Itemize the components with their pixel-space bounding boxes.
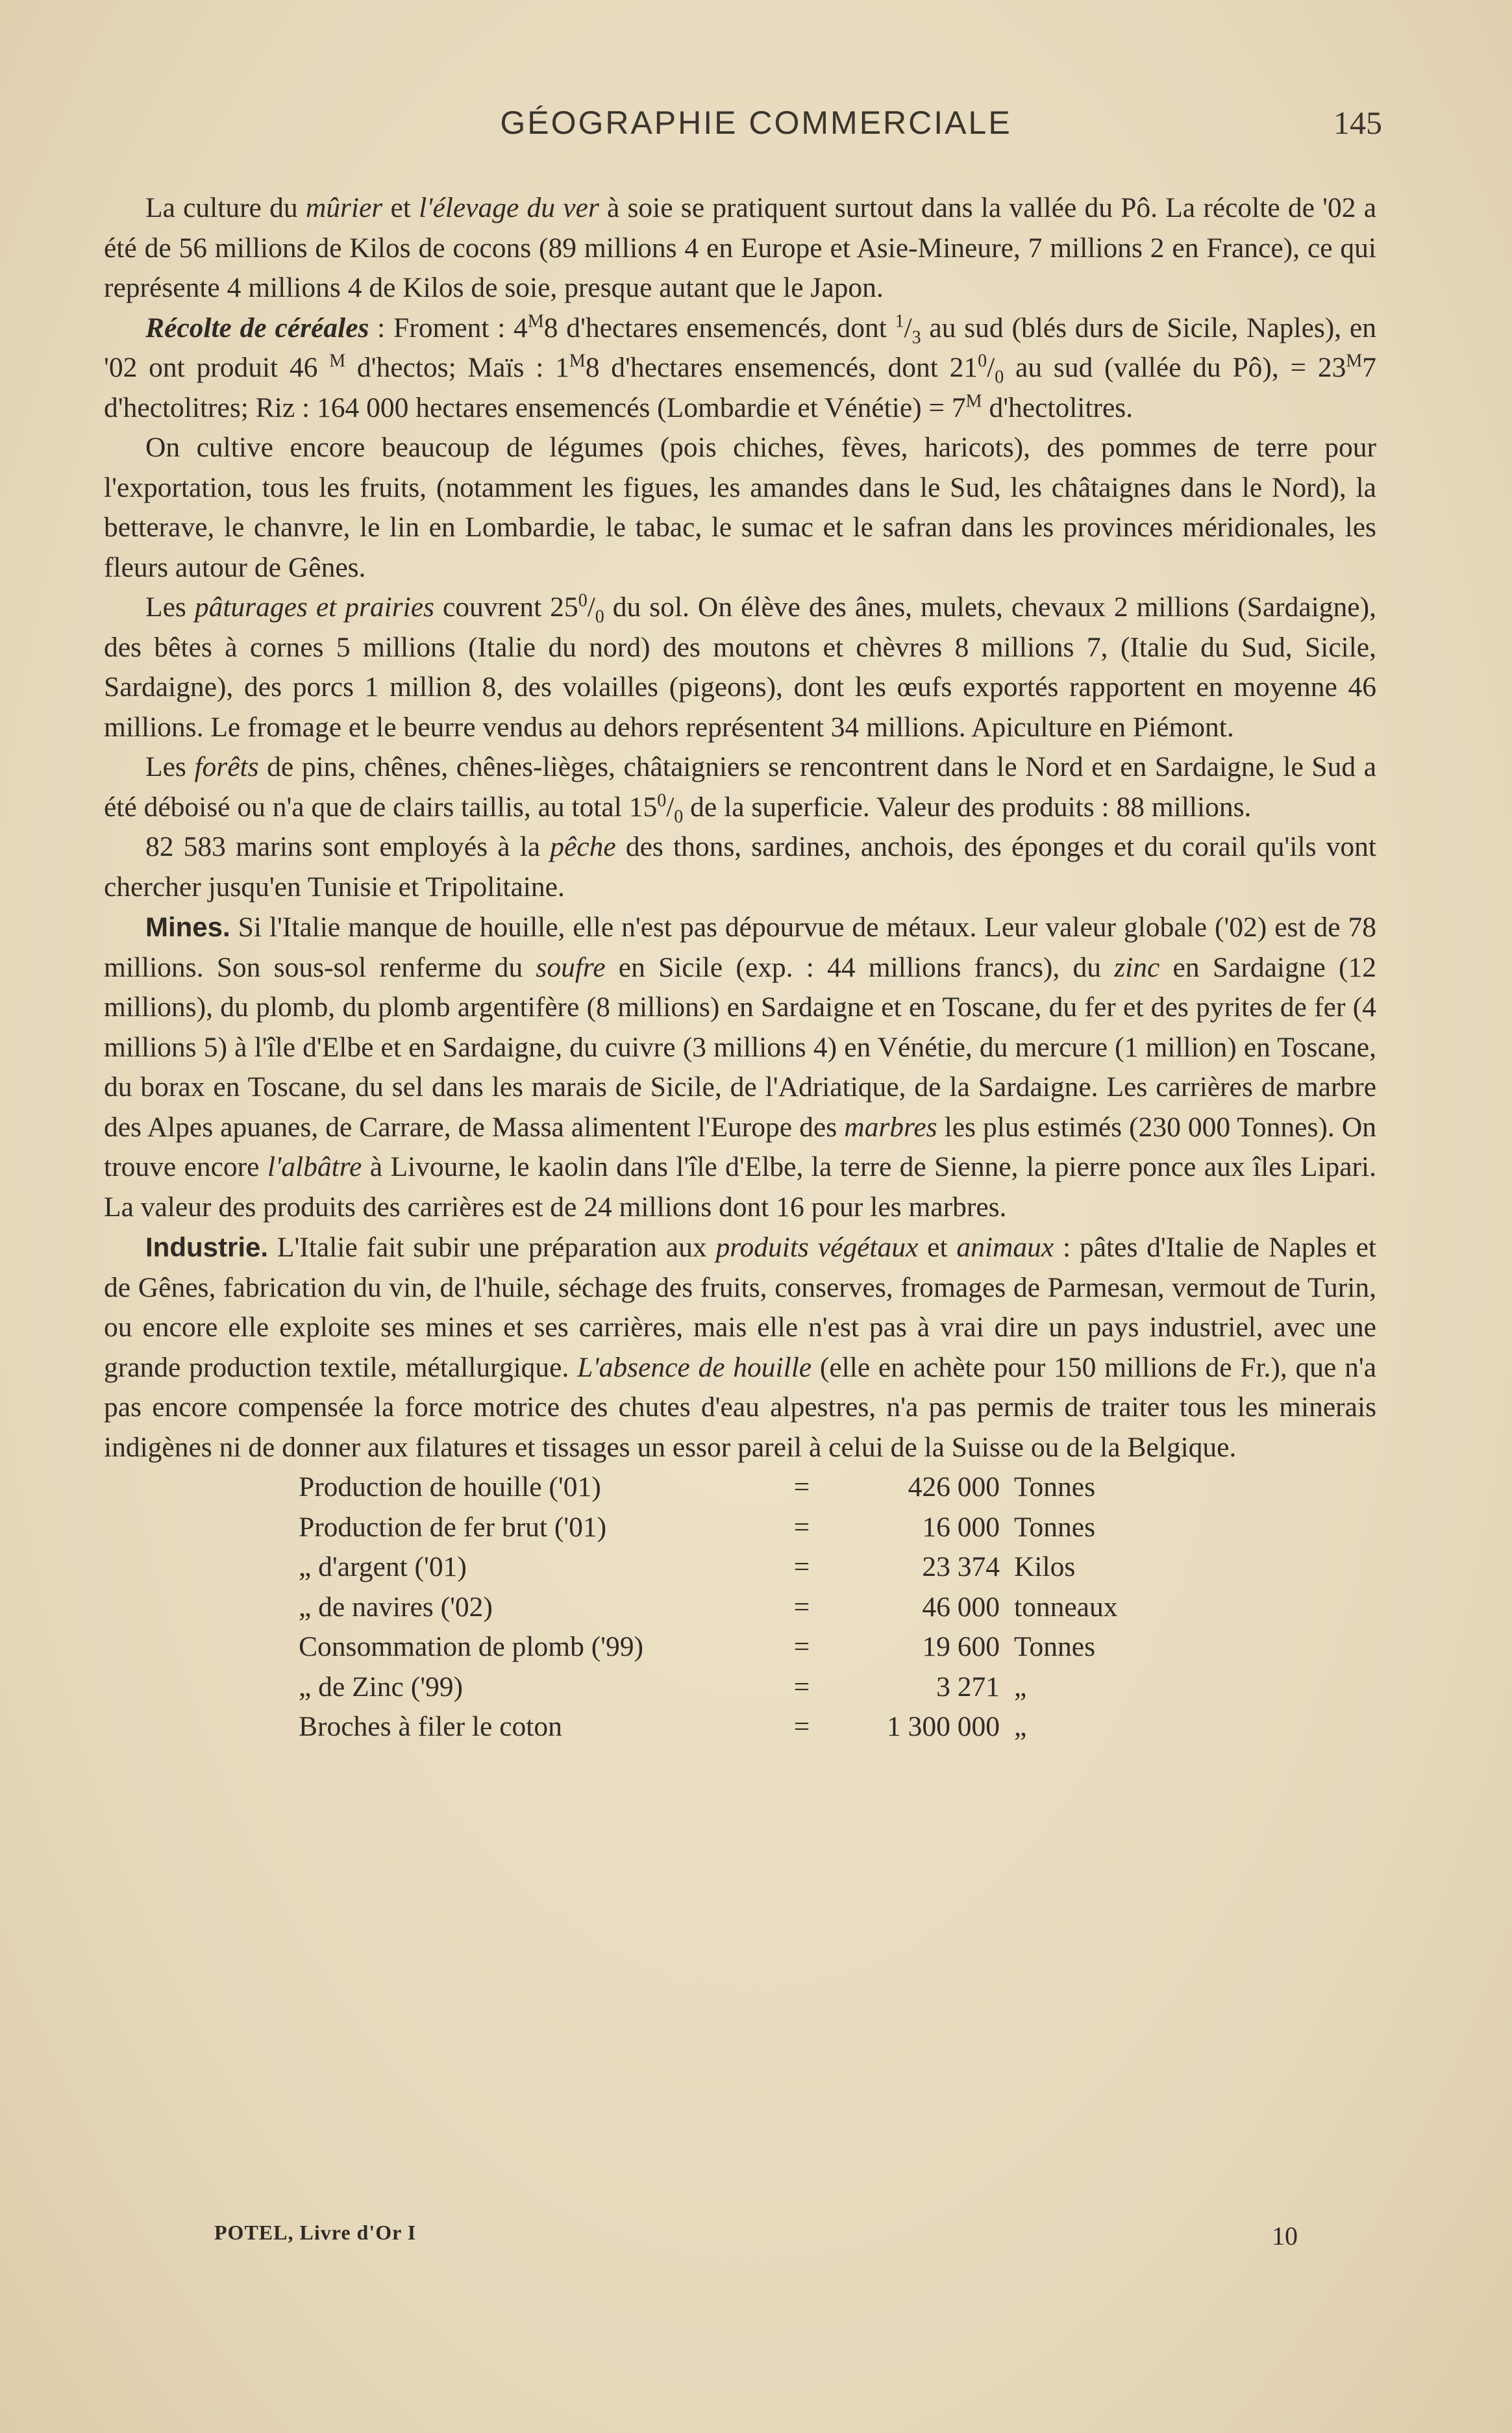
text-run: / <box>587 592 595 623</box>
text-run: au sud (blés durs de Sicile, Naples), en '02 ont produit 46 <box>104 312 1376 383</box>
table-row <box>299 1547 1311 1588</box>
text-run: du sol. On élève des ânes, mulets, chevaux 2 millions (Sardaigne), des bêtes à cornes 5 millions (Italie du nord) des moutons et chèvres 8 millions 7, (Italie du Sud, Sicile, Sardaigne), des porcs 1 million 8, des volailles (pigeons), dont les œufs exportés rapportent en moyenne 46 millions. Le fromage et le beurre vendus au dehors représentent 34 millions. Apiculture en Piémont. <box>104 592 1376 743</box>
page-number: 145 <box>1333 105 1382 141</box>
keyword-forets: forêts <box>194 751 259 782</box>
text-run: / <box>987 352 995 383</box>
keyword-animaux: animaux <box>956 1232 1054 1263</box>
stat-unit: Tonnes <box>1014 1511 1096 1543</box>
text-run: 8 d'hectares ensemencés, dont <box>543 312 895 343</box>
keyword-elevage: l'élevage du ver <box>419 192 599 223</box>
stat-equals: = <box>793 1631 810 1662</box>
page-footer <box>214 2221 1298 2260</box>
stat-value: 46 000 <box>922 1591 1000 1623</box>
lead-cereales: Récolte de céréales <box>145 312 369 343</box>
paragraph-fishing <box>104 827 1376 907</box>
table-row <box>299 1467 1311 1508</box>
text-run: en Sicile (exp. : 44 millions francs), du <box>605 951 1115 983</box>
subscript: 3 <box>911 327 921 348</box>
text-run: en Sardaigne (12 millions), du plomb, du plomb argentifère (8 millions) en Sardaigne et en Toscane, du fer et des pyrites de fer (4 millions 5) à l'île d'Elbe et en Sardaigne, du cuivre (3 millions 4) en Vénétie, du mercure (1 million) en Toscane, du borax en Toscane, du sel dans les marais de Sicile, de l'Adriatique, de la Sardaigne. Les carrières de marbre des Alpes apuanes, de Carrare, de Massa alimentent l'Europe des <box>104 951 1377 1143</box>
paragraph-pastures <box>104 588 1376 747</box>
text-run: 8 d'hectares ensemencés, dont 21 <box>585 352 978 383</box>
body-text <box>104 188 1376 1747</box>
footer-imprint: POTEL, Livre d'Or I <box>214 2221 417 2244</box>
keyword-albatre: l'albâtre <box>267 1151 362 1182</box>
superscript: M <box>527 311 544 331</box>
text-run: 82 583 marins sont employés à la <box>145 831 551 862</box>
paragraph-mines <box>104 907 1376 1227</box>
stat-equals: = <box>793 1551 810 1582</box>
stat-equals: = <box>793 1511 810 1543</box>
text-run: / <box>666 791 675 823</box>
table-row <box>299 1508 1311 1548</box>
stat-unit: „ <box>1014 1711 1027 1742</box>
stat-label: „ de navires ('02) <box>299 1591 493 1623</box>
stat-label: „ de Zinc ('99) <box>299 1671 464 1703</box>
text-run: : Froment : 4 <box>369 312 528 343</box>
stat-unit: tonneaux <box>1014 1591 1118 1623</box>
superscript: 0 <box>578 590 588 611</box>
stat-value: 3 271 <box>936 1671 1000 1703</box>
superscript: M <box>569 351 586 371</box>
text-run: d'hectos; Maïs : 1 <box>345 352 569 383</box>
stat-label: Production de houille ('01) <box>299 1471 601 1503</box>
stat-value: 426 000 <box>908 1471 1000 1503</box>
paragraph-industry <box>104 1227 1376 1467</box>
keyword-paturages: pâturages et prairies <box>194 592 434 623</box>
stat-unit: „ <box>1014 1671 1027 1703</box>
superscript: M <box>965 391 982 411</box>
text-run: couvrent 25 <box>434 592 578 623</box>
subscript: 0 <box>995 367 1004 388</box>
stat-label: Production de fer brut ('01) <box>299 1511 607 1543</box>
stat-unit: Kilos <box>1014 1551 1076 1582</box>
superscript: M <box>1346 351 1363 371</box>
table-row <box>299 1588 1311 1628</box>
keyword-absence-houille: L'absence de houille <box>577 1351 812 1383</box>
text-run: La culture du <box>145 192 306 223</box>
superscript: 1 <box>895 311 904 331</box>
table-row <box>299 1627 1311 1667</box>
text-run: : pâtes d'Italie de Naples et de Gênes, fabrication du vin, de l'huile, séchage des fruits, conserves, fromages de Parmesan, vermout de Turin, ou encore elle exploite ses mines et ses carrières, mais elle n'est pas à vrai dire un pays industriel, avec une grande production textile, métallurgique. <box>104 1232 1376 1383</box>
text-run: L'Italie fait subir une préparation aux <box>268 1232 716 1263</box>
paragraph-vegetables: On cultive encore beaucoup de légumes (pois chiches, fèves, haricots), des pommes de terre pour l'exportation, tous les fruits, (notamment les figues, les amandes dans le Sud, les châtaignes dans le Nord), la betterave, le chanvre, le lin en Lombardie, le tabac, le sumac et le safran dans les provinces méridionales, les fleurs autour de Gênes. <box>104 432 1376 583</box>
stat-equals: = <box>793 1711 810 1742</box>
keyword-peche: pêche <box>550 831 616 862</box>
keyword-zinc: zinc <box>1114 951 1160 983</box>
text-run: de la superficie. Valeur des produits : 88 millions. <box>683 791 1252 823</box>
signature-mark: 10 <box>1272 2221 1298 2251</box>
stat-equals: = <box>793 1671 810 1703</box>
text-run: les plus estimés (230 000 Tonnes). On trouve encore <box>104 1111 1376 1182</box>
keyword-soufre: soufre <box>536 951 606 983</box>
table-row <box>299 1667 1311 1708</box>
page-title: GÉOGRAPHIE COMMERCIALE <box>500 105 1012 141</box>
stat-value: 1 300 000 <box>887 1711 1000 1742</box>
stat-unit: Tonnes <box>1014 1471 1096 1503</box>
stat-value: 19 600 <box>922 1631 1000 1662</box>
text-run: / <box>904 312 912 343</box>
stat-value: 23 374 <box>922 1551 1000 1582</box>
text-run: et <box>382 192 419 223</box>
keyword-marbres: marbres <box>844 1111 937 1143</box>
subscript: 0 <box>674 806 684 827</box>
text-run: Si l'Italie manque de houille, elle n'est pas dépourvue de métaux. Leur valeur globale ('02) est de 78 millions. Son sous-sol renferme du <box>104 912 1376 983</box>
stat-label: Broches à filer le coton <box>299 1711 562 1742</box>
superscript: M <box>329 351 346 371</box>
text-run: au sud (vallée du Pô), = 23 <box>1004 352 1346 383</box>
stat-unit: Tonnes <box>1014 1631 1096 1662</box>
text-run: et <box>918 1232 957 1263</box>
superscript: 0 <box>978 351 987 371</box>
section-heading-industrie: Industrie. <box>145 1232 269 1262</box>
superscript: 0 <box>657 790 667 810</box>
stat-label: Consommation de plomb ('99) <box>299 1631 644 1662</box>
production-table <box>299 1467 1311 1747</box>
stat-equals: = <box>793 1471 810 1503</box>
text-run: à soie se pratiquent surtout dans la vallée du Pô. La récolte de '02 a été de 56 millions de Kilos de cocons (89 millions 4 en Europe et Asie-Mineure, 7 millions 2 en France), ce qui représente 4 millions 4 de Kilos de soie, presque autant que le Japon. <box>104 192 1376 303</box>
text-run: d'hectolitres. <box>982 392 1134 423</box>
running-head <box>104 104 1408 149</box>
subscript: 0 <box>595 606 604 627</box>
text-run: (elle en achète pour 150 millions de Fr.), que n'a pas encore compensée la force motrice des chutes d'eau alpestres, n'a pas permis de traiter tous les minerais indigènes ni de donner aux filatures et tissages un essor pareil à celui de la Suisse ou de la Belgique. <box>104 1351 1377 1463</box>
paragraph-forests <box>104 747 1376 827</box>
stat-value: 16 000 <box>922 1511 1000 1543</box>
text-run: des thons, sardines, anchois, des éponges et du corail qu'ils vont chercher jusqu'en Tunisie et Tripolitaine. <box>104 831 1377 903</box>
text-run: de pins, chênes, chênes-lièges, châtaigniers se rencontrent dans le Nord et en Sardaigne, le Sud a été déboisé ou n'a que de clairs taillis, au total 15 <box>104 751 1377 823</box>
paragraph-cereals <box>104 308 1376 429</box>
stat-label: „ d'argent ('01) <box>299 1551 467 1582</box>
section-heading-mines: Mines. <box>145 912 230 942</box>
text-run: Les <box>145 751 195 782</box>
keyword-murier: mûrier <box>305 192 383 223</box>
keyword-produits-vegetaux: produits végétaux <box>715 1232 919 1263</box>
paragraph-silk <box>104 188 1376 308</box>
table-row <box>299 1707 1311 1747</box>
text-run: Les <box>145 592 195 623</box>
text-run: 7 d'hectolitres; Riz : 164 000 hectares ensemencés (Lombardie et Vénétie) = 7 <box>104 352 1376 423</box>
text-run: à Livourne, le kaolin dans l'île d'Elbe, la terre de Sienne, la pierre ponce aux îles Lipari. La valeur des produits des carrières est de 24 millions dont 16 pour les marbres. <box>104 1151 1376 1223</box>
stat-equals: = <box>793 1591 810 1623</box>
